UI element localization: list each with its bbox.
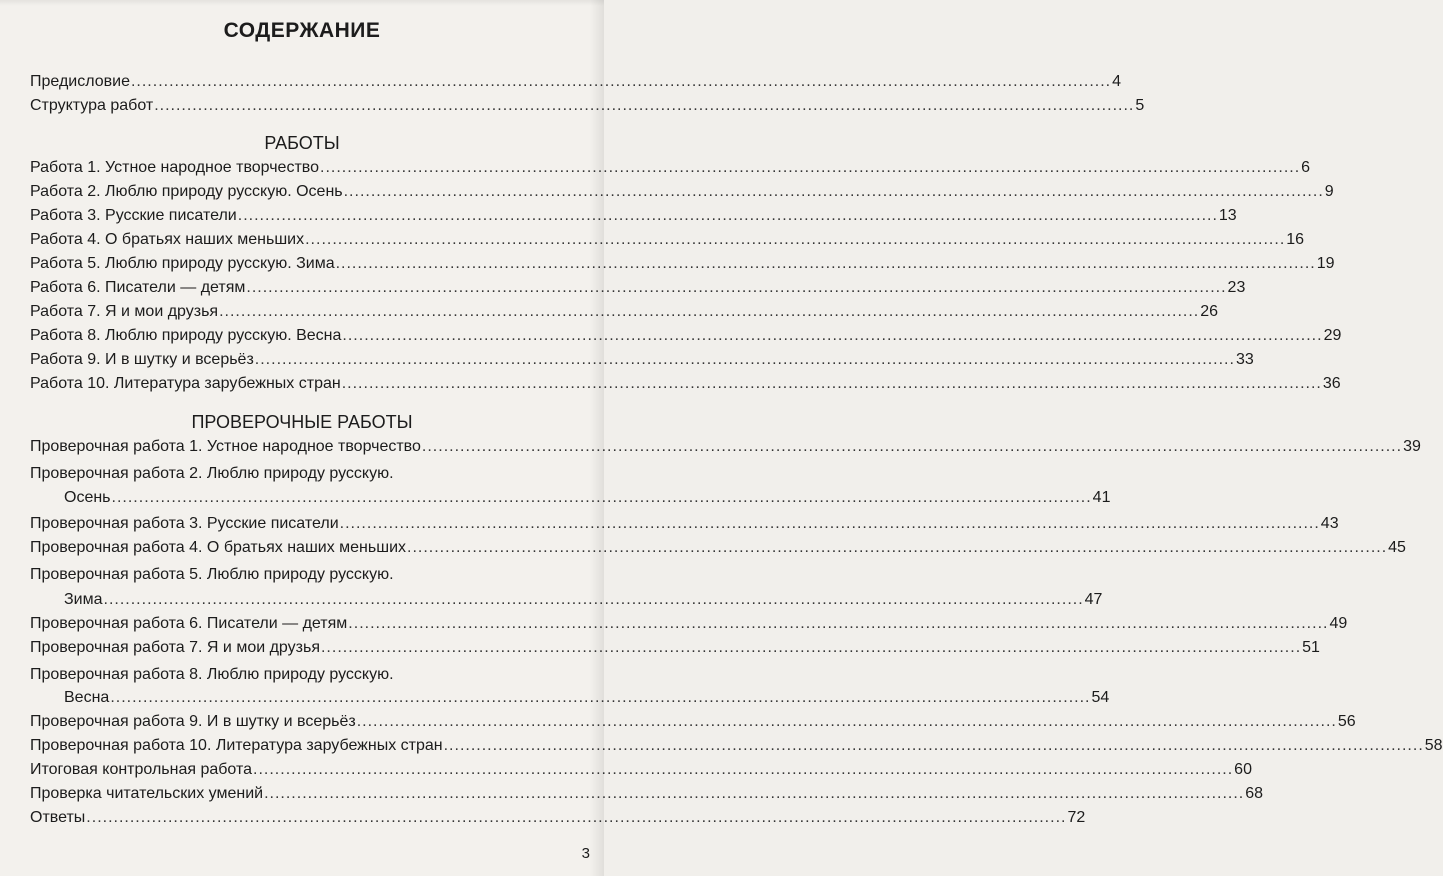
toc-row-title: Работа 9. И в шутку и всерьёз — [30, 351, 254, 368]
toc-row-title: Предисловие — [30, 73, 130, 90]
toc-row-page: 6 — [1301, 159, 1311, 176]
toc-row-title: Структура работ — [30, 97, 154, 114]
toc-row-page: 41 — [1092, 489, 1111, 506]
toc-row-page: 29 — [1323, 327, 1342, 344]
toc-leader-dots — [131, 72, 1111, 92]
toc-row-title: Проверочная работа 2. Люблю природу русскую. — [30, 465, 394, 482]
toc-row-title: Работа 2. Люблю природу русскую. Осень — [30, 183, 343, 200]
toc-row-title: Работа 7. Я и мои друзья — [30, 303, 219, 320]
toc-row-work-10[interactable] — [30, 374, 1341, 394]
toc-leader-dots — [86, 808, 1066, 828]
toc-row-check-5-cont[interactable] — [30, 590, 1103, 610]
toc-row-page: 23 — [1227, 279, 1246, 296]
toc-row-title: Работа 4. О братьях наших меньших — [30, 231, 305, 248]
toc-leader-dots — [253, 760, 1233, 780]
toc-leader-dots — [110, 688, 1090, 708]
toc-row-check-10[interactable] — [30, 736, 1443, 756]
toc-row-work-1[interactable] — [30, 158, 1311, 178]
toc-row-page: 33 — [1235, 351, 1254, 368]
toc-row-title: Работа 6. Писатели — детям — [30, 279, 246, 296]
toc-row-title: Ответы — [30, 809, 86, 826]
toc-row-continuation: Осень — [64, 489, 111, 506]
toc-row-title: Проверочная работа 9. И в шутку и всерьёз — [30, 713, 356, 730]
toc-leader-dots — [407, 538, 1387, 558]
toc-row-title: Проверочная работа 10. Литература зарубежных стран — [30, 737, 443, 754]
toc-row-title: Проверочная работа 5. Люблю природу русскую. — [30, 566, 394, 583]
toc-row-page: 68 — [1245, 785, 1264, 802]
toc-row-page: 72 — [1067, 809, 1086, 826]
toc-row-title: Проверка читательских умений — [30, 785, 264, 802]
page-top-shadow — [0, 0, 604, 6]
toc-leader-dots — [104, 590, 1084, 610]
toc-row-check-1[interactable] — [30, 437, 1421, 457]
toc-row-check-4[interactable] — [30, 538, 1406, 558]
toc-row-work-6[interactable] — [30, 278, 1246, 298]
toc-row-work-3[interactable] — [30, 206, 1237, 226]
toc-leader-dots — [305, 230, 1285, 250]
toc-leader-dots — [422, 437, 1402, 457]
toc-row-page: 47 — [1084, 591, 1103, 608]
toc-row-check-3[interactable] — [30, 514, 1339, 534]
toc-leader-dots — [348, 614, 1328, 634]
toc-leader-dots — [320, 158, 1300, 178]
toc-row-page: 60 — [1234, 761, 1252, 778]
toc-row-title: Работа 8. Люблю природу русскую. Весна — [30, 327, 342, 344]
toc-row-structure[interactable] — [30, 96, 1145, 116]
toc-row-title: Проверочная работа 4. О братьях наших меньших — [30, 539, 406, 556]
toc-leader-dots — [444, 736, 1424, 756]
toc-leader-dots — [154, 96, 1134, 116]
toc-row-continuation: Зима — [64, 591, 103, 608]
toc-leader-dots — [340, 514, 1320, 534]
toc-row-check-6[interactable] — [30, 614, 1348, 634]
toc-leader-dots — [255, 350, 1235, 370]
toc-row-page: 19 — [1316, 255, 1335, 272]
toc-row-preface[interactable] — [30, 72, 1122, 92]
toc-row-page: 4 — [1112, 73, 1122, 90]
toc-leader-dots — [357, 712, 1337, 732]
toc-row-page: 26 — [1200, 303, 1219, 320]
toc-leader-dots — [246, 278, 1226, 298]
toc-row-work-5[interactable] — [30, 254, 1335, 274]
toc-leader-dots — [336, 254, 1316, 274]
toc-row-title: Проверочная работа 6. Писатели — детям — [30, 615, 348, 632]
toc-row-title: Работа 1. Устное народное творчество — [30, 159, 319, 176]
toc-row-work-9[interactable] — [30, 350, 1254, 370]
toc-leader-dots — [112, 488, 1092, 508]
toc-row-title: Проверочная работа 8. Люблю природу русскую. — [30, 666, 394, 683]
toc-row-page: 56 — [1337, 713, 1356, 730]
toc-row-title: Работа 3. Русские писатели — [30, 207, 237, 224]
toc-row-page: 51 — [1302, 639, 1320, 656]
toc-row-title: Работа 5. Люблю природу русскую. Зима — [30, 255, 335, 272]
toc-leader-dots — [344, 182, 1324, 202]
toc-row-work-7[interactable] — [30, 302, 1219, 322]
toc-row-work-8[interactable] — [30, 326, 1342, 346]
toc-row-final-test[interactable] — [30, 760, 1252, 780]
toc-leader-dots — [342, 374, 1322, 394]
toc-row-page: 43 — [1320, 515, 1339, 532]
toc-row-title: Проверочная работа 3. Русские писатели — [30, 515, 339, 532]
toc-row-page: 49 — [1329, 615, 1348, 632]
toc-row-continuation: Весна — [64, 689, 110, 706]
toc-leader-dots — [321, 638, 1301, 658]
toc-leader-dots — [238, 206, 1218, 226]
toc-row-check-9[interactable] — [30, 712, 1356, 732]
toc-row-check-8-cont[interactable] — [30, 688, 1110, 708]
toc-row-check-7[interactable] — [30, 638, 1320, 658]
toc-row-page: 16 — [1286, 231, 1305, 248]
toc-row-answers[interactable] — [30, 808, 1086, 828]
toc-leader-dots — [264, 784, 1244, 804]
toc-row-title: Проверочная работа 7. Я и мои друзья — [30, 639, 320, 656]
section-heading-checks: ПРОВЕРОЧНЫЕ РАБОТЫ — [191, 412, 413, 432]
toc-row-check-2-cont[interactable] — [30, 488, 1111, 508]
page-number: 3 — [581, 845, 590, 862]
toc-row-title: Работа 10. Литература зарубежных стран — [30, 375, 341, 392]
toc-row-page: 39 — [1403, 438, 1421, 455]
toc-row-check-8-title[interactable] — [30, 665, 580, 685]
toc-row-page: 9 — [1324, 183, 1334, 200]
toc-row-work-2[interactable] — [30, 182, 1334, 202]
toc-row-page: 36 — [1322, 375, 1341, 392]
toc-row-reading-check[interactable] — [30, 784, 1264, 804]
toc-row-title: Проверочная работа 1. Устное народное творчество — [30, 438, 421, 455]
toc-leader-dots — [219, 302, 1199, 322]
page-title: СОДЕРЖАНИЕ — [223, 19, 381, 42]
toc-row-page: 54 — [1091, 689, 1110, 706]
toc-row-check-5-title[interactable] — [30, 565, 580, 585]
toc-row-check-2-title[interactable] — [30, 464, 580, 484]
toc-row-page: 13 — [1218, 207, 1237, 224]
toc-row-page: 5 — [1135, 97, 1145, 114]
section-heading-works: РАБОТЫ — [264, 133, 340, 153]
toc-row-page: 45 — [1388, 539, 1406, 556]
toc-row-title: Итоговая контрольная работа — [30, 761, 253, 778]
toc-row-page: 58 — [1424, 737, 1443, 754]
toc-leader-dots — [342, 326, 1322, 346]
toc-row-work-4[interactable] — [30, 230, 1305, 250]
